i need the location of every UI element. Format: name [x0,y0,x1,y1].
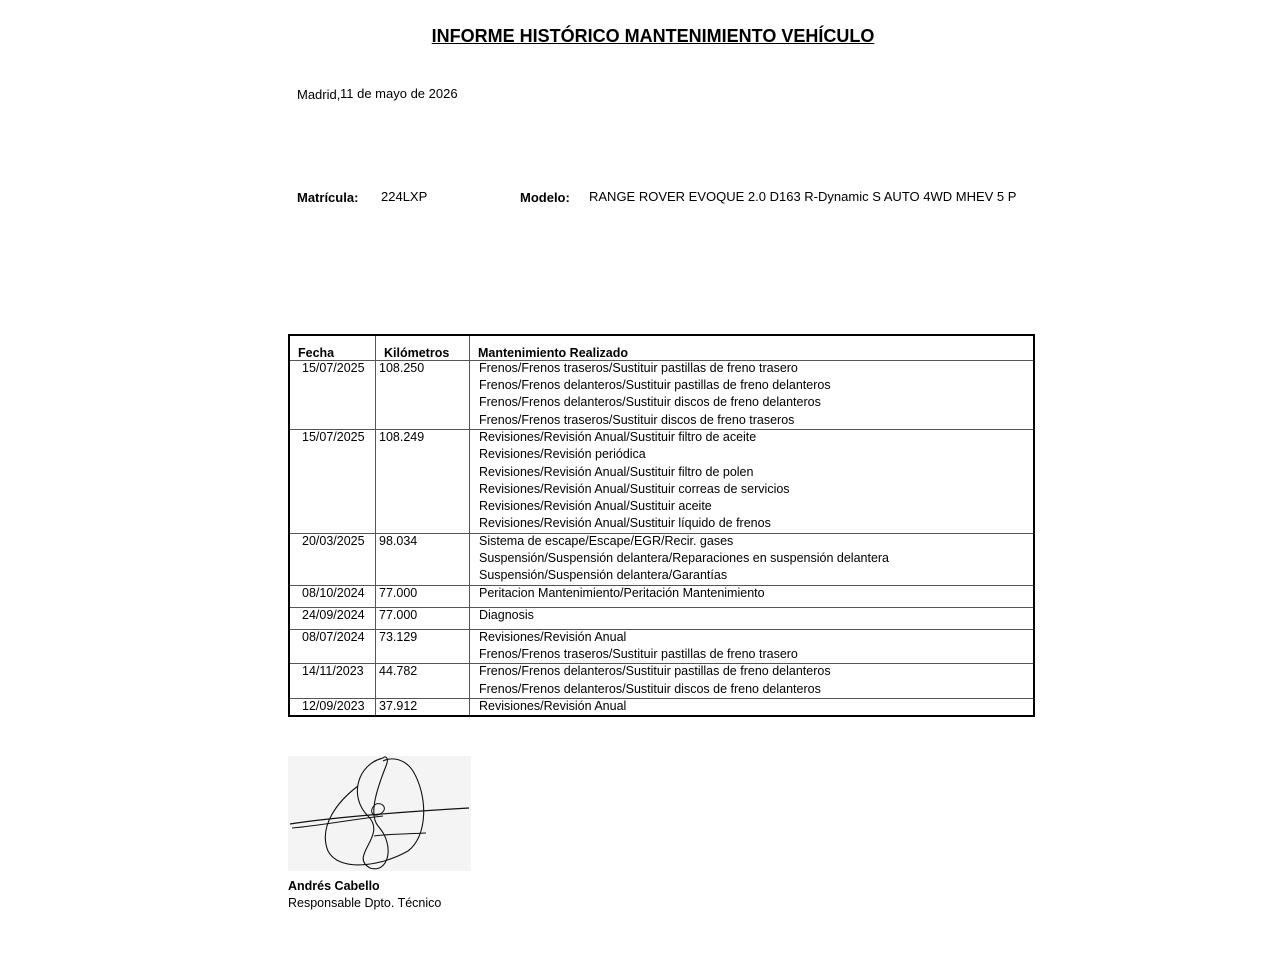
row-maintenance-item: Revisiones/Revisión Anual [479,629,627,644]
report-place: Madrid, [297,87,341,102]
row-kilometros: 73.129 [379,629,418,644]
row-maintenance-item: Diagnosis [479,607,534,622]
row-fecha: 12/09/2023 [302,699,365,714]
table-row [290,533,1033,585]
plate-label: Matrícula: [297,190,359,205]
model-label: Modelo: [520,190,570,205]
row-maintenance-item: Frenos/Frenos delanteros/Sustituir discos de freno delanteros [479,395,821,410]
row-maintenance-item: Frenos/Frenos delanteros/Sustituir discos de freno delanteros [479,681,821,696]
row-fecha: 08/07/2024 [302,629,365,644]
row-kilometros: 37.912 [379,699,418,714]
row-maintenance-item: Suspensión/Suspensión delantera/Garantías [479,568,728,583]
row-maintenance-item: Frenos/Frenos delanteros/Sustituir pastillas de freno delanteros [479,664,831,679]
row-kilometros: 77.000 [379,607,418,622]
row-maintenance-item: Peritacion Mantenimiento/Peritación Mantenimiento [479,586,765,601]
row-kilometros: 77.000 [379,586,418,601]
row-kilometros: 44.782 [379,664,418,679]
row-maintenance-item: Sistema de escape/Escape/EGR/Recir. gases [479,534,734,548]
row-kilometros: 108.250 [379,361,425,375]
header-kilometros: Kilómetros [384,346,450,360]
row-maintenance-item: Suspensión/Suspensión delantera/Reparaciones en suspensión delantera [479,551,890,566]
row-maintenance-item: Revisiones/Revisión Anual/Sustituir correas de servicios [479,481,790,496]
row-maintenance-item: Frenos/Frenos traseros/Sustituir discos de freno traseros [479,412,795,427]
maintenance-table [288,334,1035,717]
row-fecha: 14/11/2023 [302,664,364,679]
model-value: RANGE ROVER EVOQUE 2.0 D163 R-Dynamic S AUTO 4WD MHEV 5 P [589,189,1017,204]
row-maintenance-item: Revisiones/Revisión Anual [479,699,627,714]
row-fecha: 20/03/2025 [302,534,365,548]
signer-role: Responsable Dpto. Técnico [288,896,442,910]
table-row [290,585,1033,607]
header-fecha: Fecha [298,346,335,360]
row-maintenance-item: Revisiones/Revisión Anual/Sustituir líquido de frenos [479,516,771,531]
row-maintenance-item: Revisiones/Revisión Anual/Sustituir aceite [479,499,712,514]
table-row [290,360,1033,429]
signature-image [288,756,471,871]
table-row [290,607,1033,629]
plate-value: 224LXP [381,189,428,204]
signature-scribble [288,756,471,871]
row-maintenance-item: Revisiones/Revisión Anual/Sustituir filtro de aceite [479,430,757,445]
signer-name: Andrés Cabello [288,879,380,893]
row-fecha: 08/10/2024 [302,586,365,601]
row-fecha: 15/07/2025 [302,430,365,445]
report-title: INFORME HISTÓRICO MANTENIMIENTO VEHÍCULO [431,26,875,46]
row-fecha: 24/09/2024 [302,607,365,622]
row-maintenance-item: Frenos/Frenos delanteros/Sustituir pastillas de freno delanteros [479,378,831,393]
row-maintenance-item: Frenos/Frenos traseros/Sustituir pastillas de freno trasero [479,361,798,375]
header-mantenimiento: Mantenimiento Realizado [478,346,629,360]
row-maintenance-item: Revisiones/Revisión Anual/Sustituir filtro de polen [479,464,754,479]
row-maintenance-item: Revisiones/Revisión periódica [479,447,646,462]
table-row [290,698,1033,720]
table-row [290,663,1033,698]
row-kilometros: 108.249 [379,430,425,445]
row-maintenance-item: Frenos/Frenos traseros/Sustituir pastillas de freno trasero [479,646,798,661]
table-row [290,429,1033,533]
report-date: 11 de mayo de 2026 [340,86,458,101]
row-kilometros: 98.034 [379,534,418,548]
table-row [290,629,1033,664]
row-fecha: 15/07/2025 [302,361,365,375]
